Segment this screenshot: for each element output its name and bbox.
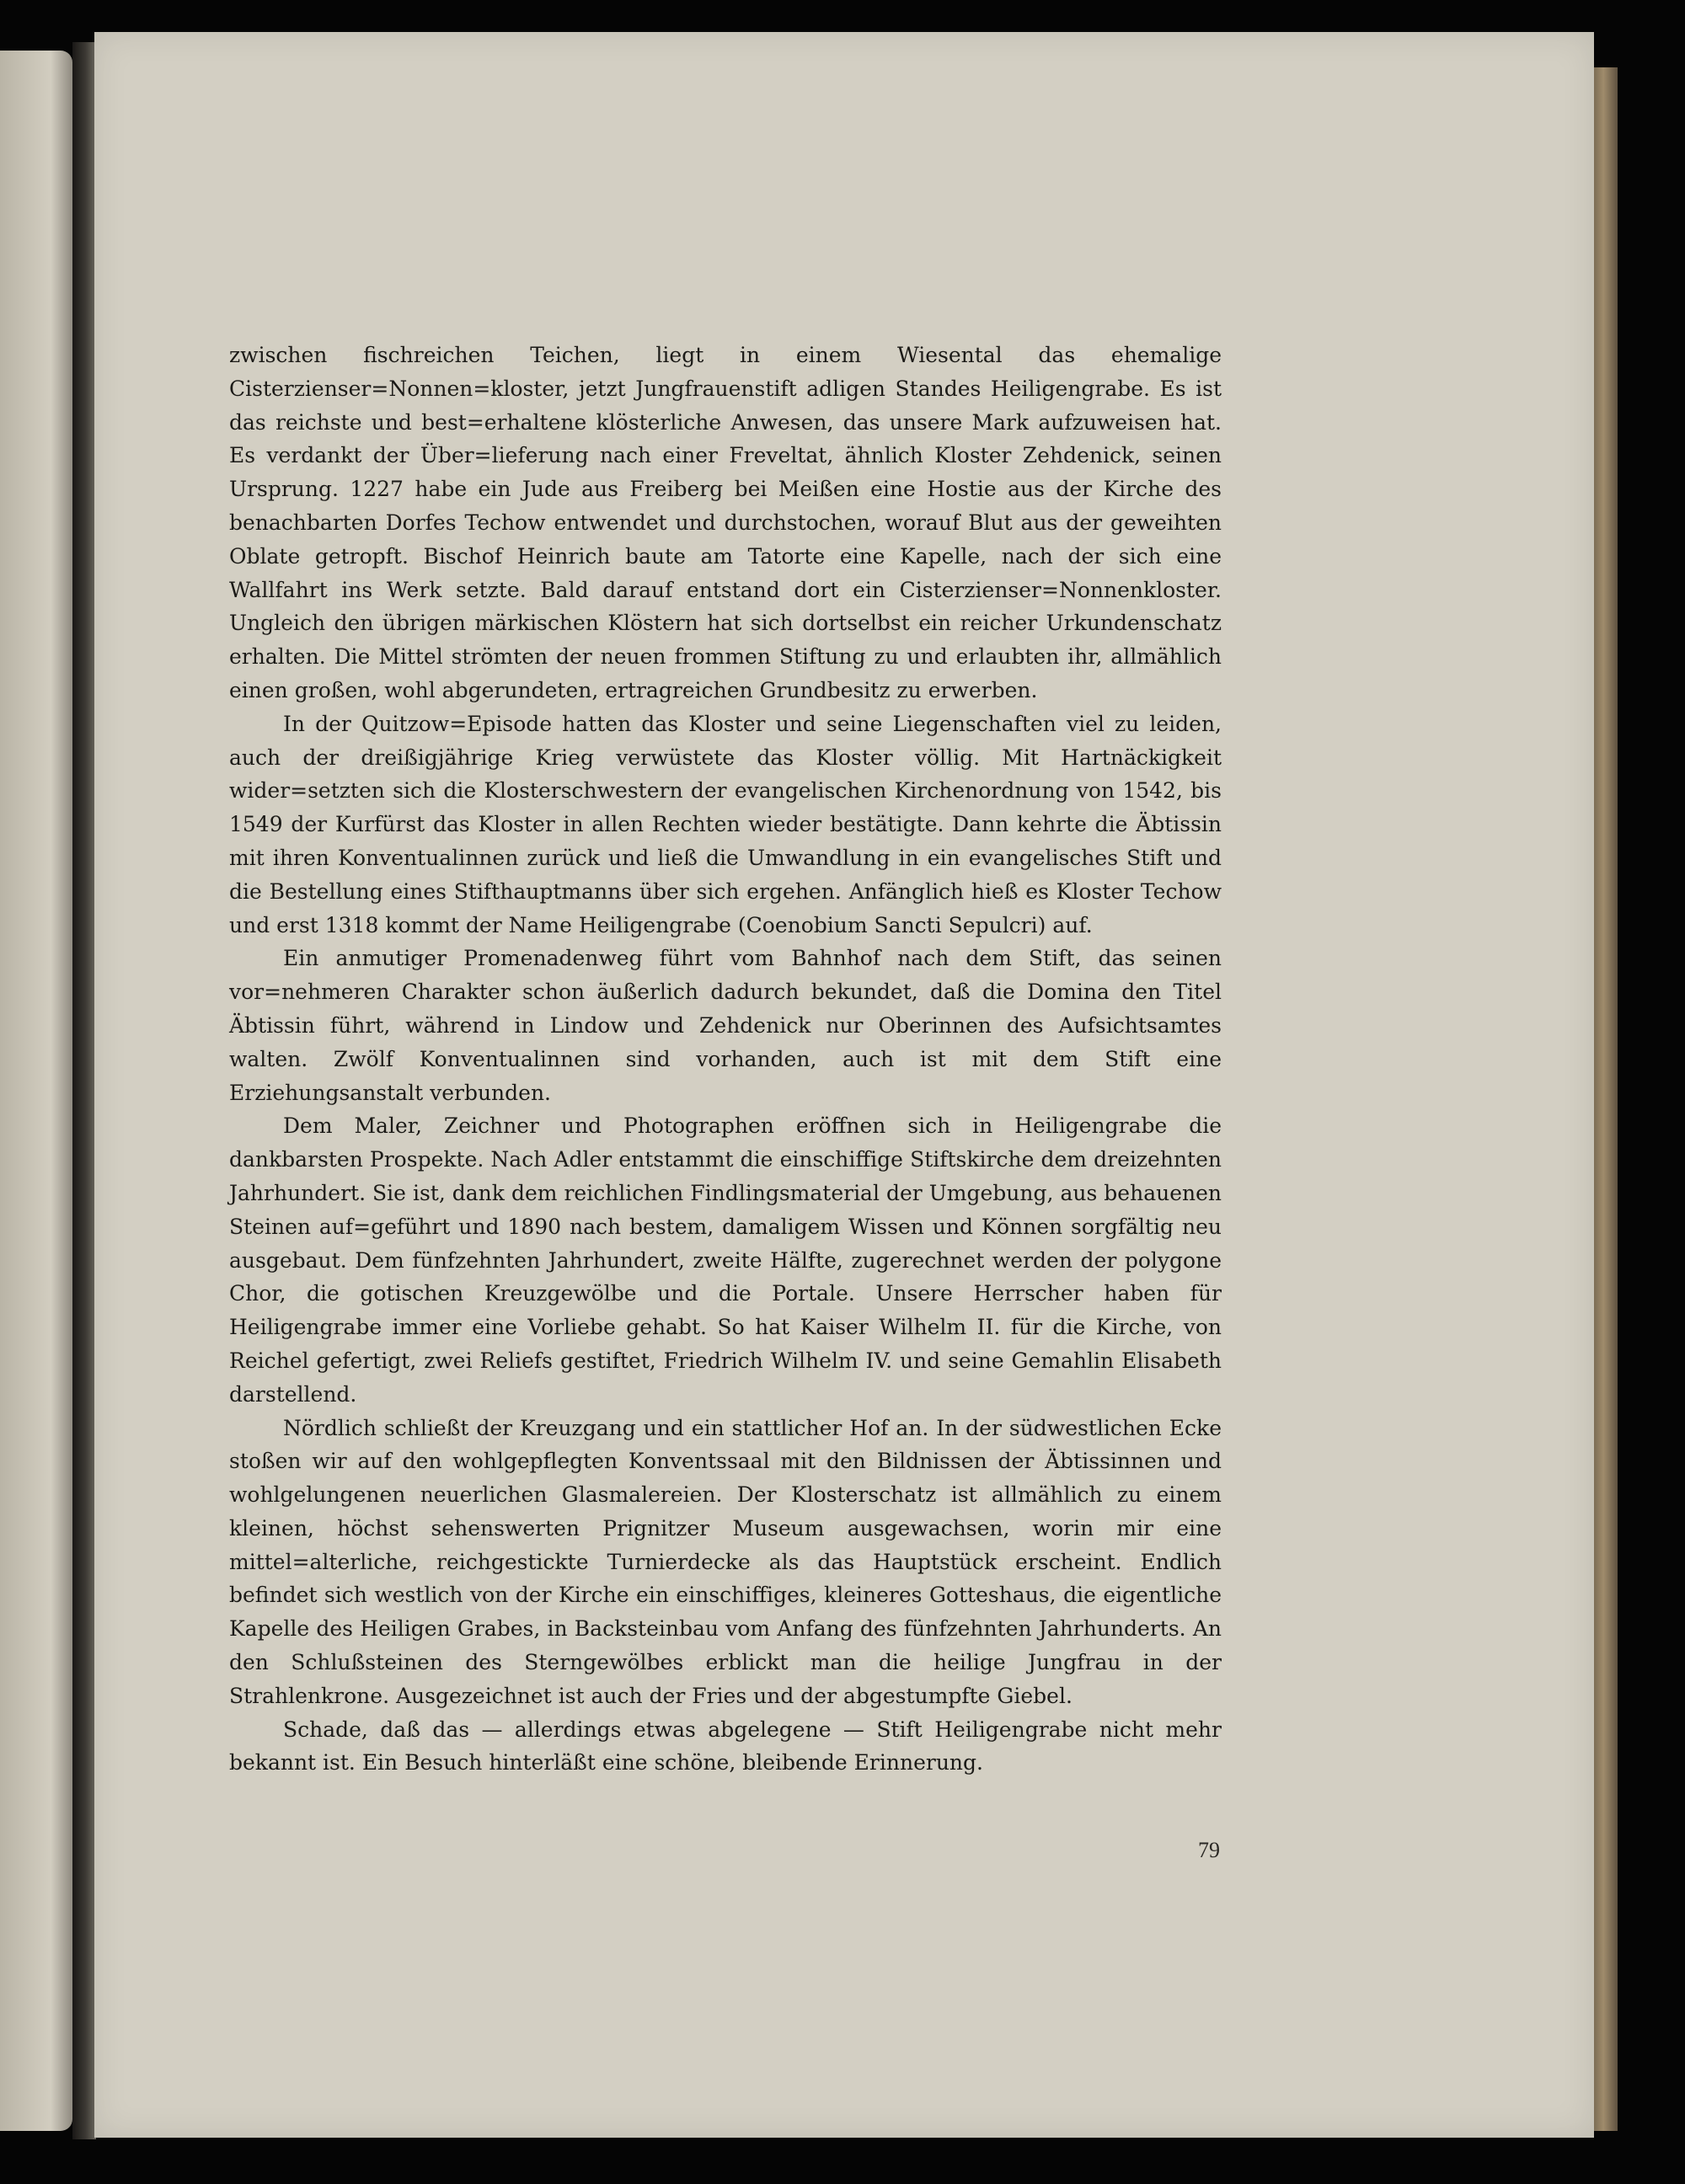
body-text: [229, 339, 1222, 1780]
paragraph: Nördlich schließt der Kreuzgang und ein stattlicher Hof an. In der südwestlichen Ecke stoßen wir auf den wohlgepflegten Konventssaal mit den Bildnissen der Äbtissinnen und wohlgelungenen neuerlichen Glasmalereien. Der Klosterschatz ist allmählich zu einem kleinen, höchst sehenswerten Prignitzer Museum ausgewachsen, worin mir eine mittel=alterliche, reichgestickte Turnierdecke als das Hauptstück erscheint. Endlich befindet sich westlich von der Kirche ein einschiffiges, kleineres Gotteshaus, die eigentliche Kapelle des Heiligen Grabes, in Backsteinbau vom Anfang des fünfzehnten Jahrhunderts. An den Schlußsteinen des Sterngewölbes erblickt man die heilige Jungfrau in der Strahlenkrone. Ausgezeichnet ist auch der Fries und der abgestumpfte Giebel.: [229, 1415, 1222, 1708]
paragraph: zwischen fischreichen Teichen, liegt in einem Wiesental das ehemalige Cisterzienser=Nonnen=kloster, jetzt Jungfrauenstift adligen Standes Heiligengrabe. Es ist das reichste und best=erhaltene klösterliche Anwesen, das unsere Mark aufzuweisen hat. Es verdankt der Über=lieferung nach einer Freveltat, ähnlich Kloster Zehdenick, seinen Ursprung. 1227 habe ein Jude aus Freiberg bei Meißen eine Hostie aus der Kirche des benachbarten Dorfes Techow entwendet und durchstochen, worauf Blut aus der geweihten Oblate getropft. Bischof Heinrich baute am Tatorte eine Kapelle, nach der sich eine Wallfahrt ins Werk setzte. Bald darauf entstand dort ein Cisterzienser=Nonnenkloster. Ungleich den übrigen märkischen Klöstern hat sich dortselbst ein reicher Urkundenschatz erhalten. Die Mittel strömten der neuen frommen Stiftung zu und erlaubten ihr, allmählich einen großen, wohl abgerundeten, ertragreichen Grundbesitz zu erwerben.: [229, 343, 1222, 702]
page-number: 79: [1198, 1838, 1220, 1862]
page-stack-edge: [1594, 67, 1618, 2131]
paragraph: Dem Maler, Zeichner und Photographen eröffnen sich in Heiligengrabe die dankbarsten Prospekte. Nach Adler entstammt die einschiffige Stiftskirche dem dreizehnten Jahrhundert. Sie ist, dank dem reichlichen Findlingsmaterial der Umgebung, aus behauenen Steinen auf=geführt und 1890 nach bestem, damaligem Wissen und Können sorgfältig neu ausgebaut. Dem fünfzehnten Jahrhundert, zweite Hälfte, zugerechnet werden der polygone Chor, die gotischen Kreuzgewölbe und die Portale. Unsere Herrscher haben für Heiligengrabe immer eine Vorliebe gehabt. So hat Kaiser Wilhelm II. für die Kirche, von Reichel gefertigt, zwei Reliefs gestiftet, Friedrich Wilhelm IV. und seine Gemahlin Elisabeth darstellend.: [229, 1113, 1222, 1407]
paragraph: Schade, daß das — allerdings etwas abgelegene — Stift Heiligengrabe nicht mehr bekannt ist. Ein Besuch hinterläßt eine schöne, bleibende Erinnerung.: [229, 1717, 1222, 1776]
left-page-edge: [0, 51, 72, 2131]
book-gutter: [72, 42, 96, 2139]
paragraph: In der Quitzow=Episode hatten das Kloster und seine Liegenschaften viel zu leiden, auch der dreißigjährige Krieg verwüstete das Kloster völlig. Mit Hartnäckigkeit wider=setzten sich die Klosterschwestern der evangelischen Kirchenordnung von 1542, bis 1549 der Kurfürst das Kloster in allen Rechten wieder bestätigte. Dann kehrte die Äbtissin mit ihren Konventualinnen zurück und ließ die Umwandlung in ein evangelisches Stift und die Bestellung eines Stifthauptmanns über sich ergehen. Anfänglich hieß es Kloster Techow und erst 1318 kommt der Name Heiligengrabe (Coenobium Sancti Sepulcri) auf.: [229, 711, 1222, 937]
paragraph: Ein anmutiger Promenadenweg führt vom Bahnhof nach dem Stift, das seinen vor=nehmeren Charakter schon äußerlich dadurch bekundet, daß die Domina den Titel Äbtissin führt, während in Lindow und Zehdenick nur Oberinnen des Aufsichtsamtes walten. Zwölf Konventualinnen sind vorhanden, auch ist mit dem Stift eine Erziehungsanstalt verbunden.: [229, 946, 1222, 1105]
